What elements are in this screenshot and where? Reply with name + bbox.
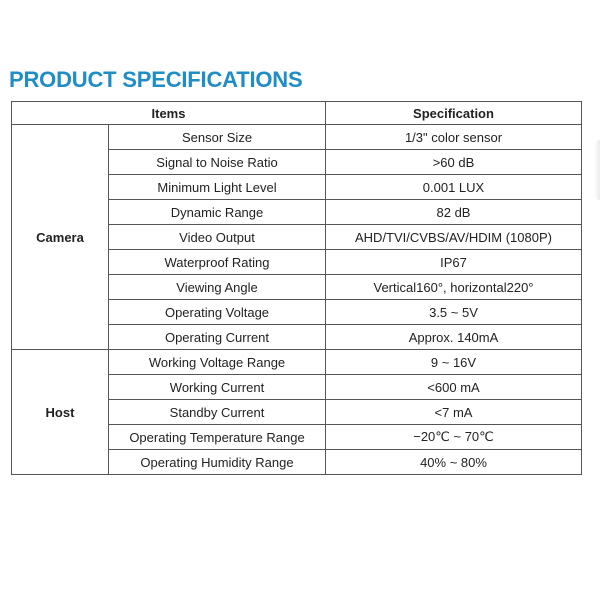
table-row bbox=[12, 350, 582, 375]
item-cell: Standby Current bbox=[109, 400, 326, 425]
spec-cell: 40% ~ 80% bbox=[326, 450, 582, 475]
page-title: PRODUCT SPECIFICATIONS bbox=[9, 67, 303, 92]
group-label-host: Host bbox=[12, 350, 109, 475]
item-cell: Operating Humidity Range bbox=[109, 450, 326, 475]
spec-cell: Approx. 140mA bbox=[326, 325, 582, 350]
spec-cell: 9 ~ 16V bbox=[326, 350, 582, 375]
spec-cell: 0.001 LUX bbox=[326, 175, 582, 200]
spec-cell: Vertical160°, horizontal220° bbox=[326, 275, 582, 300]
item-cell: Operating Temperature Range bbox=[109, 425, 326, 450]
spec-cell: 82 dB bbox=[326, 200, 582, 225]
item-cell: Dynamic Range bbox=[109, 200, 326, 225]
spec-cell: −20℃ ~ 70℃ bbox=[326, 425, 582, 450]
header-row bbox=[12, 102, 582, 125]
item-cell: Signal to Noise Ratio bbox=[109, 150, 326, 175]
item-cell: Operating Current bbox=[109, 325, 326, 350]
item-cell: Operating Voltage bbox=[109, 300, 326, 325]
item-cell: Working Voltage Range bbox=[109, 350, 326, 375]
spec-cell: <7 mA bbox=[326, 400, 582, 425]
header-items: Items bbox=[12, 102, 326, 125]
spec-cell: AHD/TVI/CVBS/AV/HDIM (1080P) bbox=[326, 225, 582, 250]
spec-table bbox=[11, 101, 582, 475]
edge-shadow bbox=[594, 140, 600, 200]
header-specification: Specification bbox=[326, 102, 582, 125]
spec-body bbox=[12, 125, 582, 475]
spec-cell: IP67 bbox=[326, 250, 582, 275]
item-cell: Sensor Size bbox=[109, 125, 326, 150]
item-cell: Minimum Light Level bbox=[109, 175, 326, 200]
item-cell: Video Output bbox=[109, 225, 326, 250]
spec-cell: >60 dB bbox=[326, 150, 582, 175]
item-cell: Working Current bbox=[109, 375, 326, 400]
item-cell: Waterproof Rating bbox=[109, 250, 326, 275]
table-row bbox=[12, 125, 582, 150]
spec-cell: <600 mA bbox=[326, 375, 582, 400]
spec-cell: 3.5 ~ 5V bbox=[326, 300, 582, 325]
item-cell: Viewing Angle bbox=[109, 275, 326, 300]
spec-cell: 1/3" color sensor bbox=[326, 125, 582, 150]
group-label-camera: Camera bbox=[12, 125, 109, 350]
